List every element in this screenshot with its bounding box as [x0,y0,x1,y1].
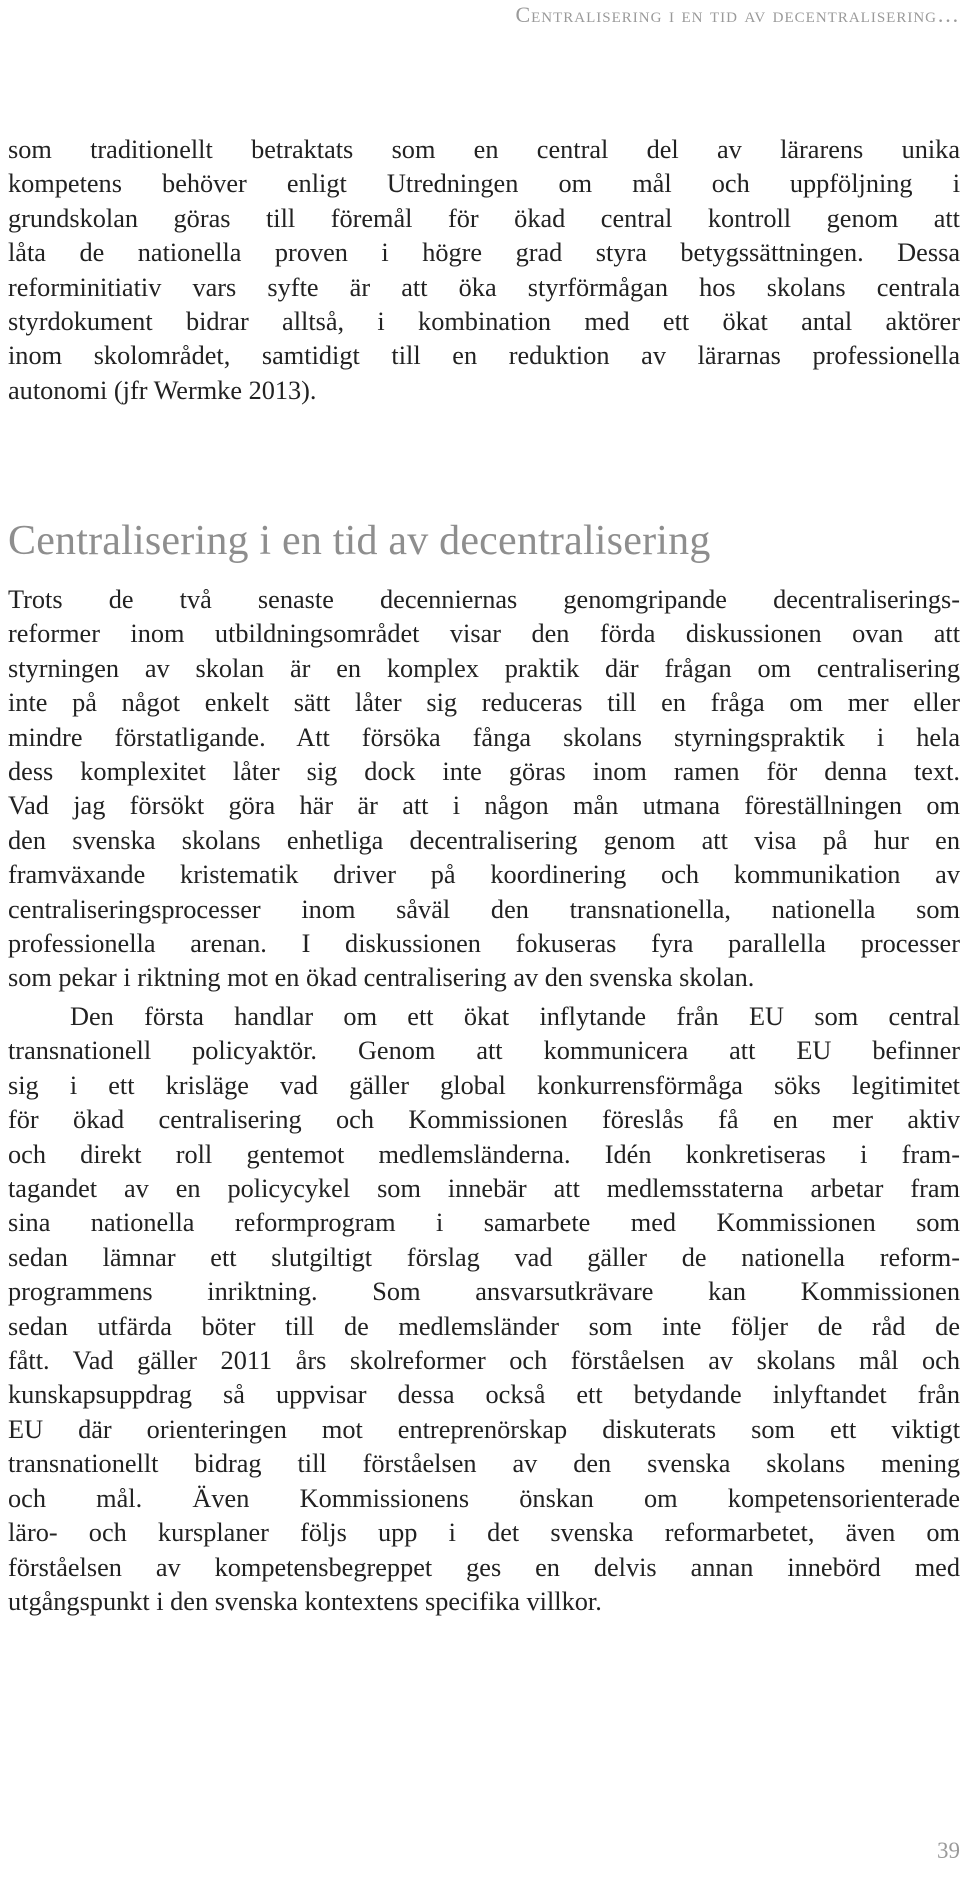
paragraph-trots [8,583,960,996]
text-line: dess komplexitet låter sig dock inte göras inom ramen för denna text. [8,757,960,787]
text-line: Trots de två senaste decenniernas genomgripande decentraliserings- [8,585,960,614]
text-line: kompetens behöver enligt Utredningen om mål och uppföljning i [8,169,960,199]
text-line: centraliseringsprocesser inom såväl den transnationella, nationella som [8,894,960,924]
page-number: 39 [937,1838,960,1863]
paragraph-intro-continuation [8,133,960,408]
text-line: reforminitiativ vars syfte är att öka styrförmågan hos skolans centrala [8,272,960,302]
text-line: styrdokument bidrar alltså, i kombination med ett ökat antal aktörer [8,307,960,337]
text-line: professionella arenan. I diskussionen fokuseras fyra parallella processer [8,929,960,959]
text-line: inte på något enkelt sätt låter sig reduceras till en fråga om mer eller [8,688,960,718]
text-line: kunskapsuppdrag så uppvisar dessa också ett betydande inlyftandet från [8,1380,960,1410]
text-line: Den första handlar om ett ökat inflytande från EU som central [70,1002,960,1031]
text-line: för ökad centralisering och Kommissionen föreslås få en mer aktiv [8,1105,960,1135]
text-line: grundskolan göras till föremål för ökad central kontroll genom att [8,203,960,233]
text-line: sig i ett krisläge vad gäller global konkurrensförmåga söks legitimitet [8,1070,960,1100]
text-line: styrningen av skolan är en komplex praktik där frågan om centralisering [8,653,960,683]
text-line: och direkt roll gentemot medlemsländerna. Idén konkretiseras i fram- [8,1139,960,1169]
text-line: Vad jag försökt göra här är att i någon mån utmana föreställningen om [8,791,960,821]
text-line: den svenska skolans enhetliga decentralisering genom att visa på hur en [8,825,960,855]
text-line: framväxande kristematik driver på koordinering och kommunikation av [8,860,960,890]
text-line: EU där orienteringen mot entreprenörskap diskuterats som ett viktigt [8,1414,960,1444]
text-line: läro- och kursplaner följs upp i det svenska reformarbetet, även om [8,1518,960,1548]
text-line: utgångspunkt i den svenska kontextens specifika villkor. [8,1586,602,1616]
text-line: transnationellt bidrag till förståelsen av den svenska skolans mening [8,1449,960,1479]
text-line: programmens inriktning. Som ansvarsutkrävare kan Kommissionen [8,1277,960,1307]
text-line: och mål. Även Kommissionens önskan om kompetensorienterade [8,1483,960,1513]
text-line: transnationell policyaktör. Genom att kommunicera att EU befinner [8,1036,960,1066]
text-line: sedan utfärda böter till de medlemsländer som inte följer de råd de [8,1311,960,1341]
text-line: reformer inom utbildningsområdet visar den förda diskussionen ovan att [8,619,960,649]
text-line: autonomi (jfr Wermke 2013). [8,375,317,405]
text-line: sina nationella reformprogram i samarbete med Kommissionen som [8,1208,960,1238]
text-line: sedan lämnar ett slutgiltigt förslag vad gäller de nationella reform- [8,1242,960,1272]
text-line: förståelsen av kompetensbegreppet ges en delvis annan innebörd med [8,1552,960,1582]
text-line: inom skolområdet, samtidigt till en reduktion av lärarnas professionella [8,341,960,371]
text-line: mindre förstatligande. Att försöka fånga skolans styrningspraktik i hela [8,722,960,752]
text-line: fått. Vad gäller 2011 års skolreformer och förståelsen av skolans mål och [8,1346,960,1376]
paragraph-den-forsta [8,1000,960,1619]
text-line: som traditionellt betraktats som en central del av lärarens unika [8,135,960,164]
text-line: tagandet av en policycykel som innebär att medlemsstaterna arbetar fram [8,1174,960,1204]
text-line: som pekar i riktning mot en ökad centralisering av den svenska skolan. [8,963,755,993]
text-line: låta de nationella proven i högre grad styra betygssättningen. Dessa [8,238,960,268]
section-heading: Centralisering i en tid av decentralisering [8,518,711,564]
running-header: Centralisering i en tid av decentralisering… [515,2,960,27]
